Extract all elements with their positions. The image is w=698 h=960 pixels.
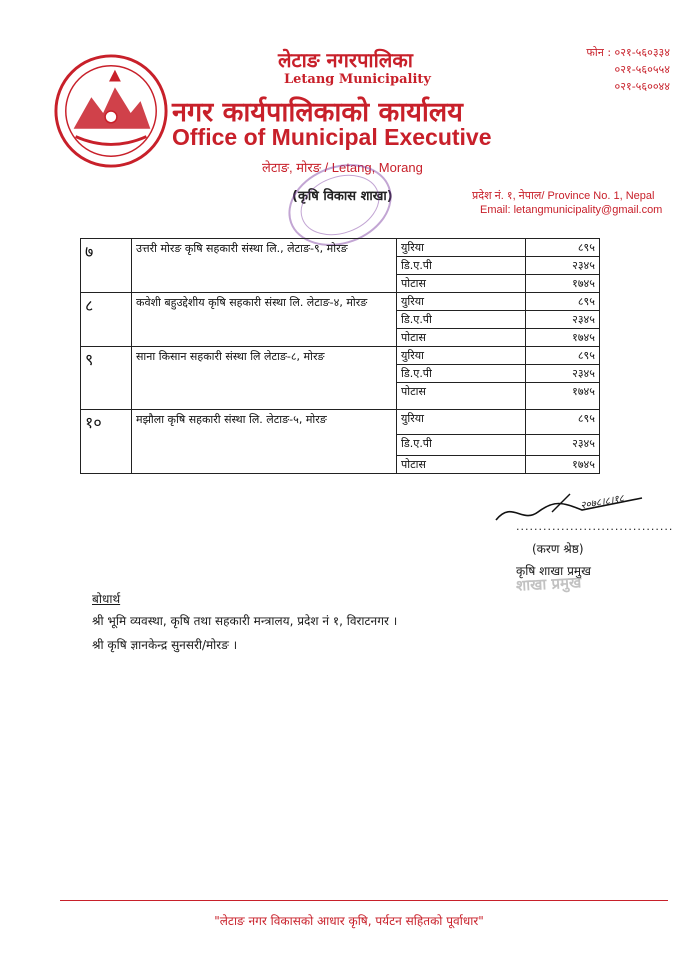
table-row xyxy=(81,410,600,435)
office-title-nepali: नगर कार्यपालिकाको कार्यालय xyxy=(172,97,463,128)
cooperative-name: उत्तरी मोरङ कृषि सहकारी संस्था लि., लेटाङ-९, मोरङ xyxy=(132,239,397,293)
fertilizer-quantity: २३४५ xyxy=(526,257,600,275)
office-title-english: Office of Municipal Executive xyxy=(172,124,492,150)
fertilizer-quantity: २३४५ xyxy=(526,365,600,383)
fertilizer-quantity: १७४५ xyxy=(526,275,600,293)
fertilizer-quantity: ८९५ xyxy=(526,293,600,311)
phone-line-3: ०२१-५६००४४ xyxy=(614,80,670,93)
fertilizer-quantity: ८९५ xyxy=(526,347,600,365)
branch-name: (कृषि विकास शाखा) xyxy=(292,189,393,204)
nepal-emblem-logo xyxy=(52,52,170,170)
office-address: लेटाङ, मोरङ / Letang, Morang xyxy=(262,160,423,175)
cc-recipient-2: श्री कृषि ज्ञानकेन्द्र सुनसरी/मोरङ । xyxy=(92,638,238,652)
signer-name: (करण श्रेष्ठ) xyxy=(532,542,584,556)
fertilizer-type: डि.ए.पी xyxy=(397,365,526,383)
office-stamp-seal xyxy=(280,160,400,250)
cc-heading: बोधार्थ xyxy=(92,592,121,606)
phone-line-2: ०२१-५६०५५४ xyxy=(614,63,670,76)
table-row xyxy=(81,239,600,257)
municipality-name-english: Letang Municipality xyxy=(284,72,431,87)
signature-line: ................................... xyxy=(516,520,674,533)
fertilizer-quantity: २३४५ xyxy=(526,435,600,456)
serial-number: ८ xyxy=(81,293,132,347)
fertilizer-type: पोटास xyxy=(397,275,526,293)
cc-recipient-1: श्री भूमि व्यवस्था, कृषि तथा सहकारी मन्त्रालय, प्रदेश नं १, विराटनगर । xyxy=(92,614,398,628)
cooperative-name: कवेशी बहुउद्देशीय कृषि सहकारी संस्था लि. लेटाङ-४, मोरङ xyxy=(132,293,397,347)
fertilizer-quantity: १७४५ xyxy=(526,329,600,347)
cooperative-name: मझौला कृषि सहकारी संस्था लि. लेटाङ-५, मोरङ xyxy=(132,410,397,474)
serial-number: १० xyxy=(81,410,132,474)
signature-date: २०७८।८।१८ xyxy=(579,493,625,512)
fertilizer-type: युरिया xyxy=(397,347,526,365)
designation-stamp: शाखा प्रमुख xyxy=(515,573,582,595)
table-row xyxy=(81,347,600,365)
serial-number: ७ xyxy=(81,239,132,293)
phone-numbers xyxy=(552,44,670,95)
fertilizer-quantity: १७४५ xyxy=(526,456,600,474)
footer-divider xyxy=(60,900,668,901)
cooperative-name: साना किसान सहकारी संस्था लि लेटाङ-८, मोरङ xyxy=(132,347,397,410)
signer-designation: कृषि शाखा प्रमुख xyxy=(516,564,591,578)
province-text: प्रदेश नं. १, नेपाल/ Province No. 1, Nepal xyxy=(472,190,655,202)
serial-number: ९ xyxy=(81,347,132,410)
fertilizer-type: युरिया xyxy=(397,410,526,435)
phone-line-1: फोन : ०२१-५६०३३४ xyxy=(586,46,670,59)
fertilizer-quantity: ८९५ xyxy=(526,410,600,435)
fertilizer-type: युरिया xyxy=(397,293,526,311)
fertilizer-allocation-table xyxy=(80,238,600,474)
fertilizer-type: डि.ए.पी xyxy=(397,435,526,456)
fertilizer-type: पोटास xyxy=(397,329,526,347)
fertilizer-type: डि.ए.पी xyxy=(397,257,526,275)
fertilizer-quantity: १७४५ xyxy=(526,383,600,410)
fertilizer-quantity: २३४५ xyxy=(526,311,600,329)
table-row xyxy=(81,293,600,311)
municipality-name-nepali: लेटाङ नगरपालिका xyxy=(278,48,413,72)
email-text: Email: letangmunicipality@gmail.com xyxy=(480,204,663,216)
fertilizer-type: पोटास xyxy=(397,456,526,474)
fertilizer-quantity: ८९५ xyxy=(526,239,600,257)
fertilizer-type: डि.ए.पी xyxy=(397,311,526,329)
fertilizer-type: पोटास xyxy=(397,383,526,410)
fertilizer-type: युरिया xyxy=(397,239,526,257)
footer-motto: "लेटाङ नगर विकासको आधार कृषि, पर्यटन सहितको पूर्वाधार" xyxy=(214,914,484,928)
